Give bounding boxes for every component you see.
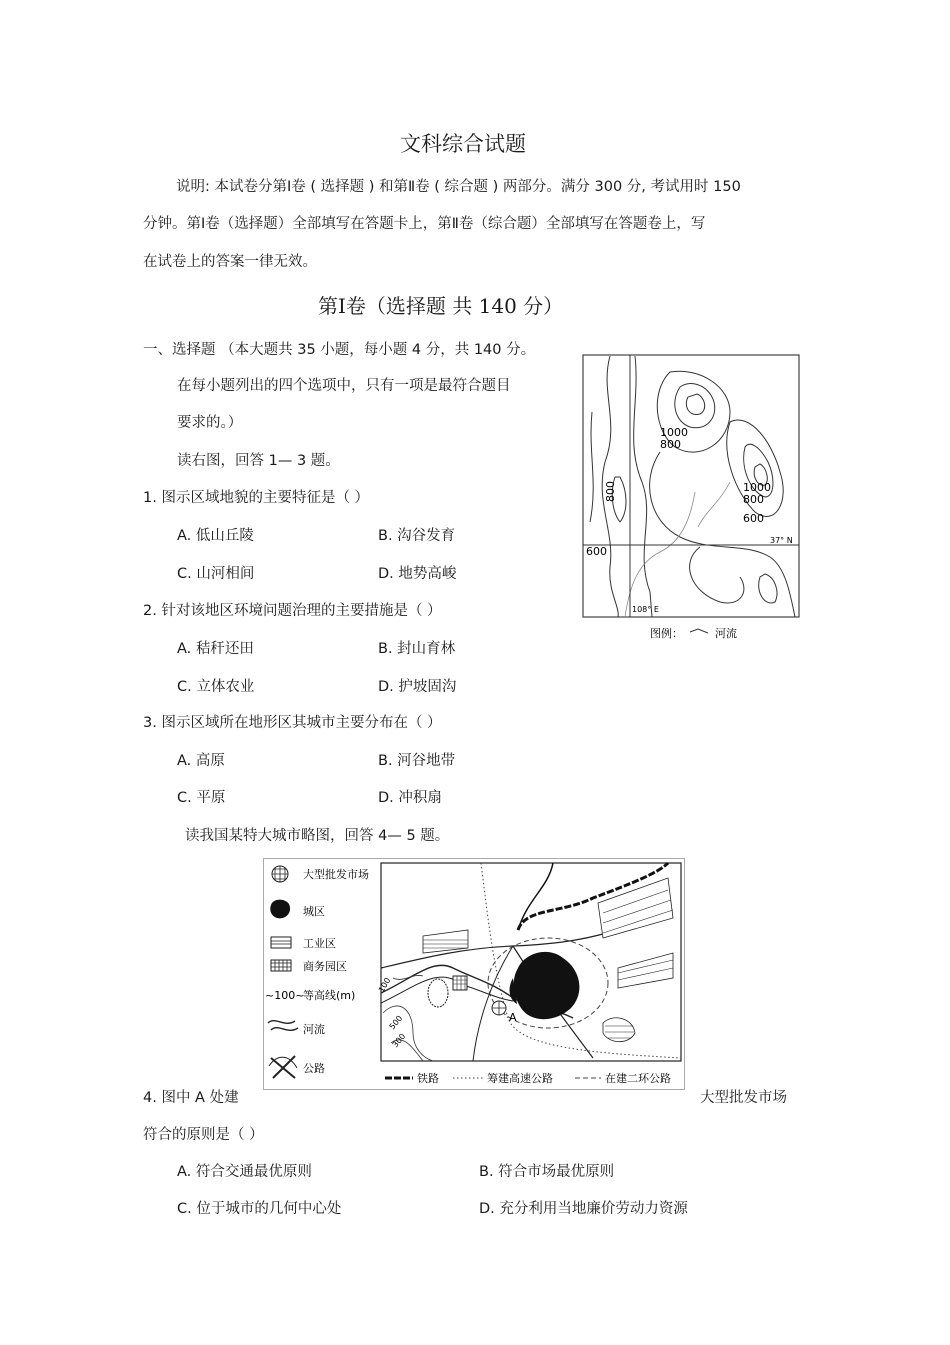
question-2-option-a: A. 秸秆还田 — [177, 641, 254, 657]
intro-line-1: 说明: 本试卷分第Ⅰ卷 ( 选择题 ) 和第Ⅱ卷 ( 综合题 ) 两部分。满分 300 分, 考试用时 150 — [176, 179, 741, 195]
page-title: 文科综合试题 — [400, 132, 526, 156]
read-instruction-2: 读我国某特大城市略图，回答 4— 5 题。 — [185, 828, 450, 844]
point-a-label: A — [509, 1011, 517, 1024]
question-2-option-c: C. 立体农业 — [177, 679, 255, 695]
question-3-option-a: A. 高原 — [177, 753, 225, 769]
contour-500: 500 — [387, 1013, 405, 1032]
contour-100: 100 — [376, 976, 393, 994]
legend-river: 河流 — [303, 1023, 325, 1036]
question-3-option-d: D. 冲积扇 — [378, 790, 442, 806]
contour-label: 1000 — [743, 481, 771, 494]
question-2-stem: 2. 针对该地区环境问题治理的主要措施是（ ） — [143, 603, 442, 619]
contour-label: 600 — [743, 512, 764, 525]
legend-railway: 铁路 — [417, 1072, 439, 1085]
contour-label: 600 — [586, 545, 607, 558]
question-1-option-c: C. 山河相间 — [177, 566, 255, 582]
question-4-option-d: D. 充分利用当地廉价劳动力资源 — [479, 1201, 688, 1217]
question-4-option-b: B. 符合市场最优原则 — [479, 1164, 615, 1180]
city-map — [263, 858, 685, 1090]
question-1-option-b: B. 沟谷发育 — [378, 528, 456, 544]
longitude-label: 108° E — [632, 605, 659, 614]
question-1-option-a: A. 低山丘陵 — [177, 528, 254, 544]
question-4-stem-line2: 符合的原则是（ ） — [143, 1127, 264, 1143]
legend-planned-highway: 筹建高速公路 — [487, 1072, 553, 1085]
legend-contour-sample: ~100~ — [265, 989, 305, 1002]
topo-legend-river: 河流 — [715, 627, 737, 640]
question-4-stem-right: 大型批发市场 — [700, 1090, 787, 1106]
intro-line-2: 分钟。第Ⅰ卷（选择题）全部填写在答题卡上，第Ⅱ卷（综合题）全部填写在答题卷上，写 — [143, 216, 706, 232]
legend-business-park: 商务园区 — [303, 960, 347, 973]
contour-label: 800 — [660, 438, 681, 451]
part-note-1: 在每小题列出的四个选项中，只有一项是最符合题目 — [177, 378, 511, 394]
question-4-stem-left: 4. 图中 A 处建 — [143, 1090, 239, 1106]
legend-contour: 等高线(m) — [303, 989, 356, 1002]
legend-ring-road: 在建二环公路 — [605, 1072, 671, 1085]
legend-industrial-zone: 工业区 — [303, 937, 336, 950]
question-1-option-d: D. 地势高峻 — [378, 566, 457, 582]
latitude-label: 37° N — [770, 536, 793, 545]
legend-road: 公路 — [303, 1062, 325, 1075]
question-2-option-b: B. 封山育林 — [378, 641, 456, 657]
contour-label: 800 — [743, 493, 764, 506]
topographic-map — [580, 352, 802, 644]
question-4-option-a: A. 符合交通最优原则 — [177, 1164, 312, 1180]
question-2-option-d: D. 护坡固沟 — [378, 679, 457, 695]
question-1-stem: 1. 图示区域地貌的主要特征是（ ） — [143, 490, 370, 506]
part-heading: 一、选择题 （本大题共 35 小题，每小题 4 分，共 140 分。 — [143, 342, 536, 358]
contour-label: 1000 — [660, 426, 688, 439]
read-instruction-1: 读右图，回答 1— 3 题。 — [177, 453, 340, 469]
part-note-2: 要求的。） — [177, 415, 243, 431]
question-4-option-c: C. 位于城市的几何中心处 — [177, 1201, 342, 1217]
legend-wholesale-market: 大型批发市场 — [303, 868, 369, 881]
question-3-option-c: C. 平原 — [177, 790, 226, 806]
section-title: 第Ⅰ卷（选择题 共 140 分） — [318, 294, 564, 318]
question-3-option-b: B. 河谷地带 — [378, 753, 456, 769]
question-3-stem: 3. 图示区域所在地形区其城市主要分布在（ ） — [143, 715, 442, 731]
intro-line-3: 在试卷上的答案一律无效。 — [143, 254, 317, 270]
contour-label: 800 — [604, 481, 617, 502]
topo-legend-title: 图例： — [650, 627, 683, 640]
legend-urban-area: 城区 — [303, 905, 325, 918]
contour-300: 300 — [390, 1031, 408, 1050]
